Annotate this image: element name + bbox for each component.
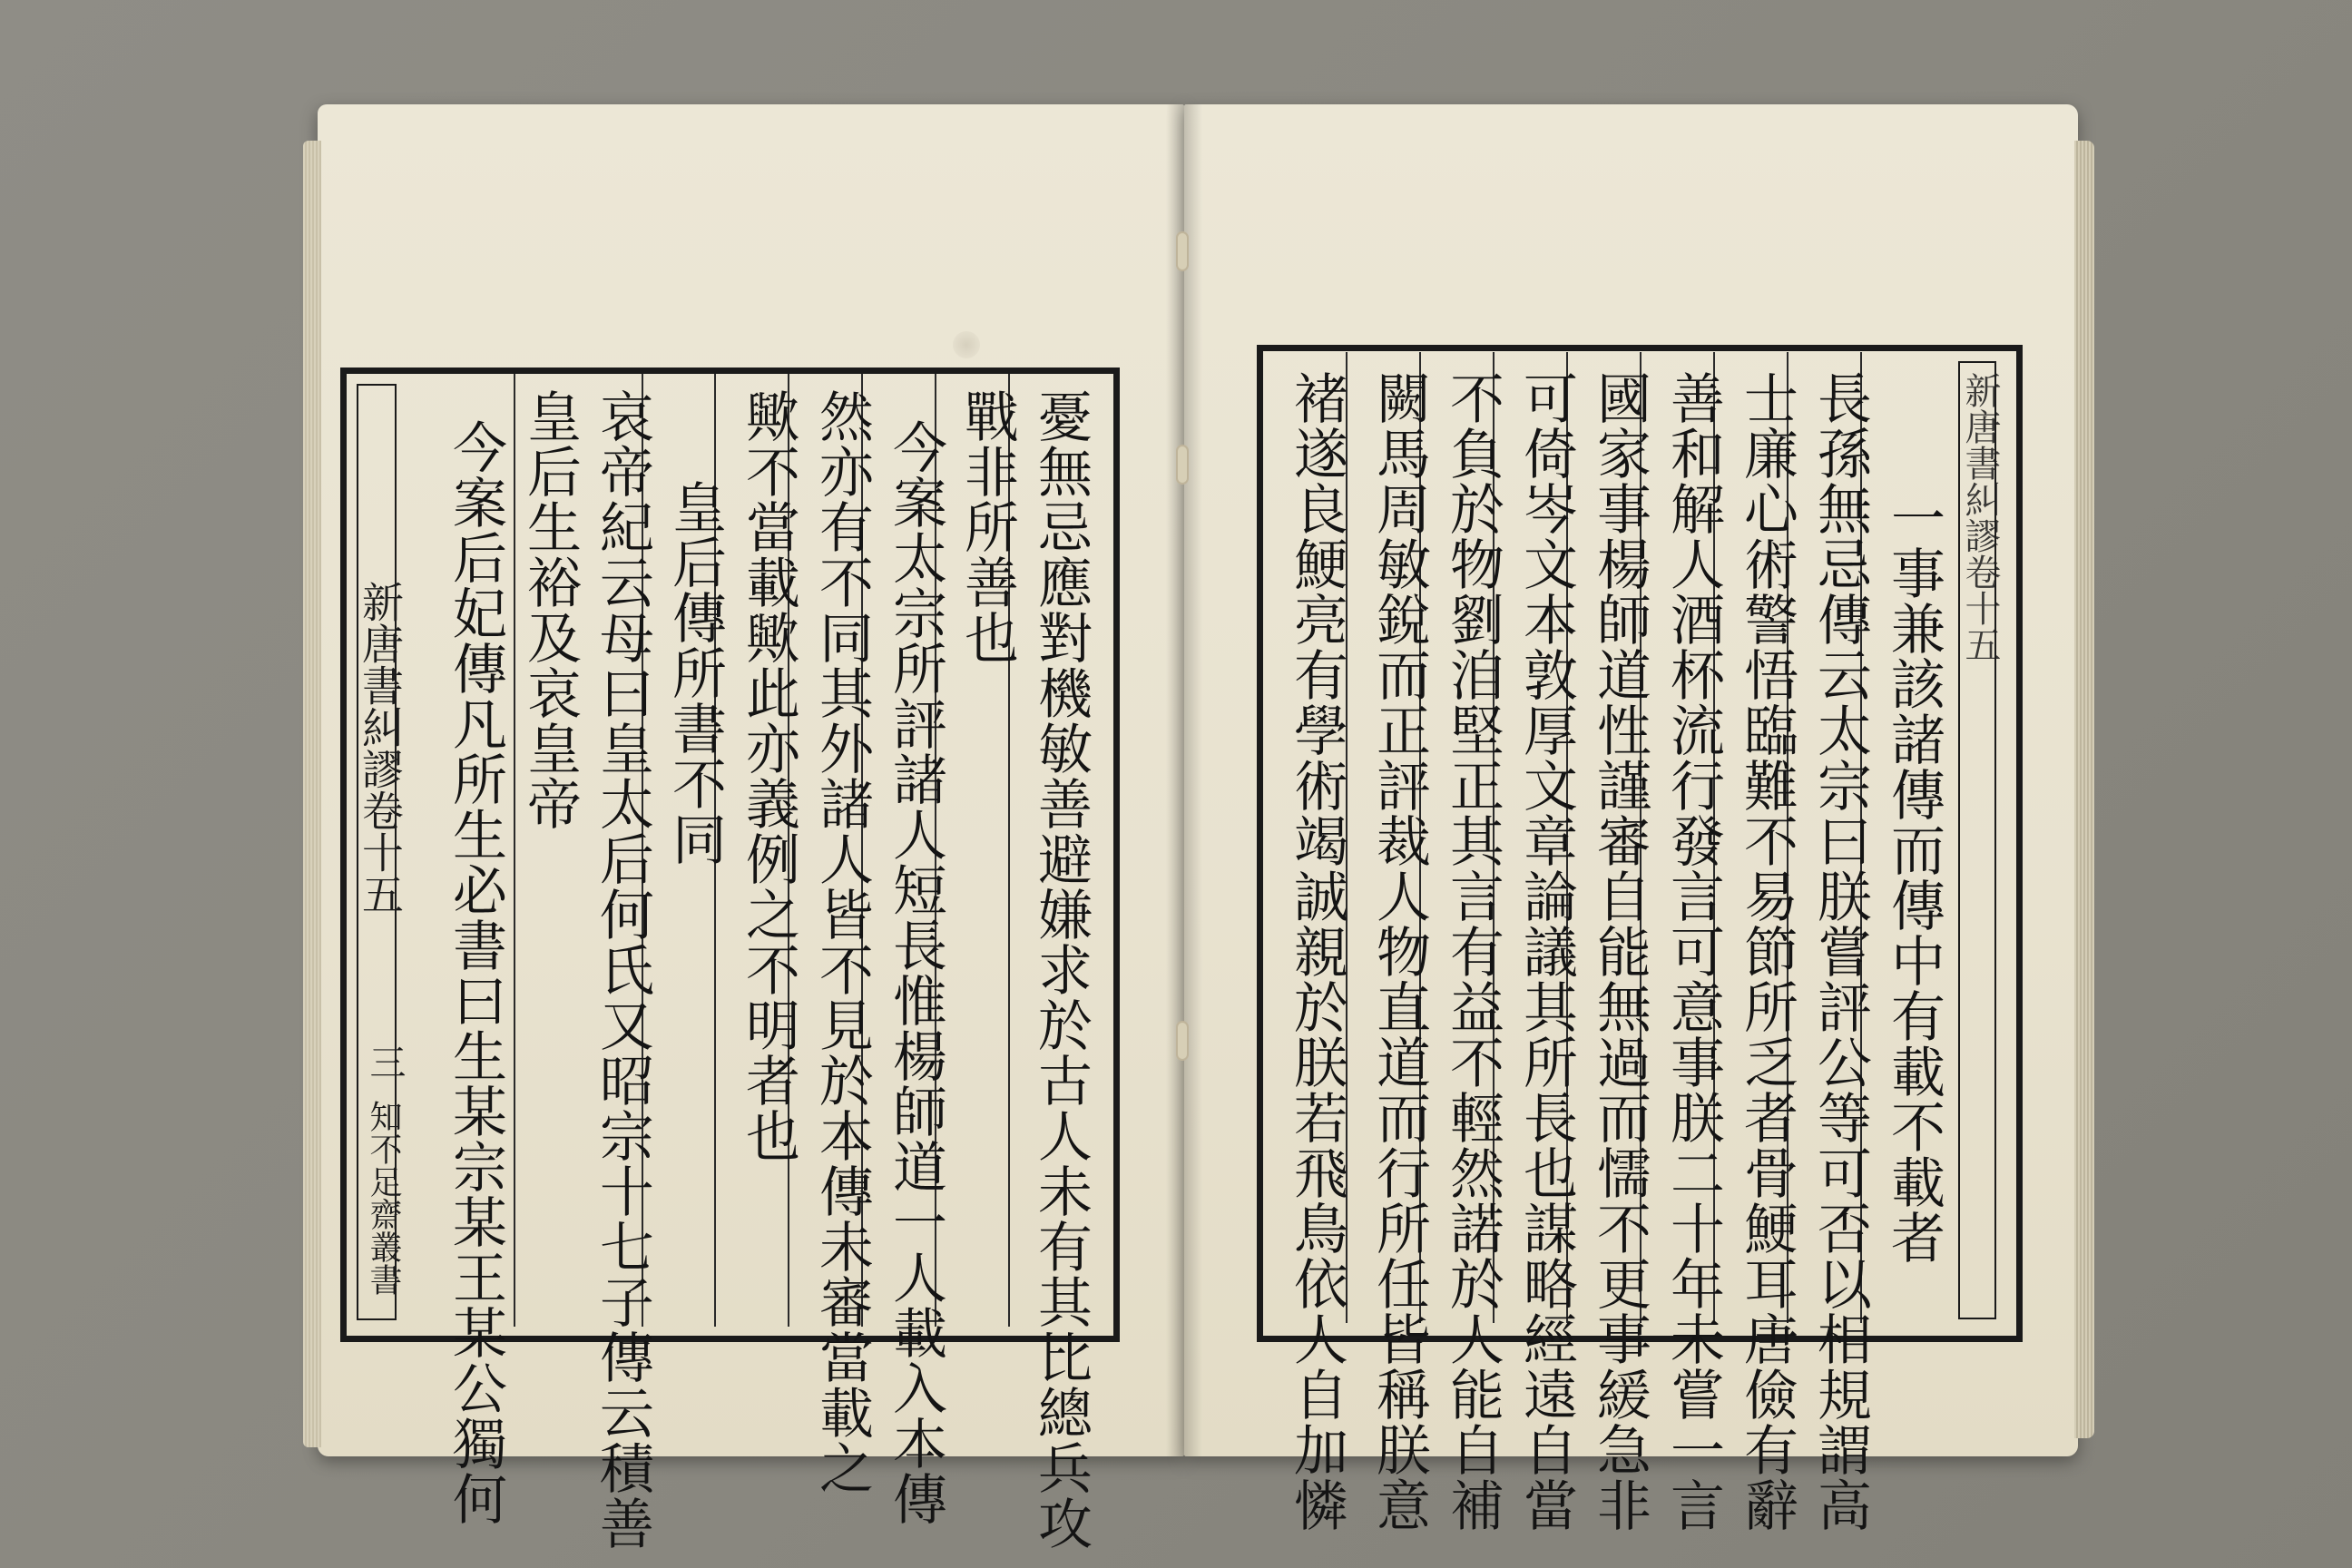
text-column: 哀帝紀云母曰皇太后何氏又昭宗十七子傳云積善 (591, 388, 654, 1551)
text-column: 國家事楊師道性謹審自能無過而懦不更事緩急非 (1588, 370, 1651, 1533)
text-column: 然亦有不同其外諸人皆不見於本傳未審當載之 (810, 388, 874, 1495)
text-column: 今案太宗所評諸人短長惟楊師道一人載入本傳 (884, 419, 947, 1526)
page-number: 三 (364, 1044, 406, 1080)
text-column: 歟不當載歟此亦義例之不明者也 (737, 388, 800, 1163)
text-column: 不負於物劉洎堅正其言有益不輕然諾於人能自補 (1441, 370, 1504, 1533)
book-gutter (1166, 104, 1202, 1456)
left-page-edges (303, 141, 321, 1447)
binding-stitch (1176, 445, 1189, 485)
text-column: 今案后妃傳凡所生必書曰生某宗某王某公獨何 (444, 419, 507, 1526)
text-column: 皇后傳所書不同 (663, 479, 727, 867)
text-column: 褚遂良鯁亮有學術竭誠親於朕若飛鳥依人自加憐 (1285, 370, 1348, 1533)
text-column: 士廉心術警悟臨難不易節所乏者骨鯁耳唐儉有辭 (1735, 370, 1798, 1533)
right-page-edges (2074, 141, 2094, 1438)
text-column: 皇后生裕及哀皇帝 (518, 388, 582, 831)
binding-stitch (1176, 231, 1189, 271)
binding-stitch (1176, 1021, 1189, 1061)
text-column: 可倚岑文本敦厚文章論議其所長也謀略經遠自當 (1514, 370, 1578, 1533)
text-column: 戰非所善也 (956, 388, 1019, 665)
text-column: 憂無忌應對機敏善避嫌求於古人未有其比總兵攻 (1029, 388, 1093, 1551)
publisher-imprint: 知不足齋叢書 (365, 1100, 402, 1296)
margin-book-title: 新唐書糾謬卷十五 (356, 581, 405, 915)
ink-spot (953, 331, 980, 358)
text-column: 善和解人酒杯流行發言可意事朕二十年未嘗一言 (1661, 370, 1725, 1533)
margin-book-title: 新唐書糾謬卷十五 (1959, 372, 2001, 662)
text-column: 一事兼該諸傳而傳中有載不載者 (1882, 490, 1945, 1265)
text-column: 闕馬周敏銳而正評裁人物直道而行所任皆稱朕意 (1367, 370, 1431, 1533)
text-column: 長孫無忌傳云太宗曰朕嘗評公等可否以相規謂高 (1808, 370, 1872, 1533)
